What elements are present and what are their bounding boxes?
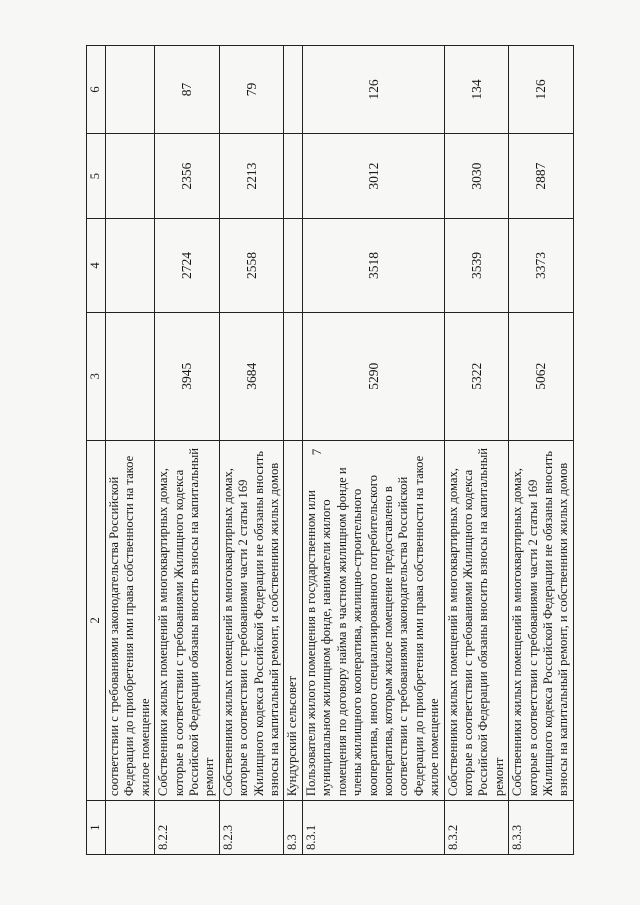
cell-col-6: 134 [444, 46, 509, 134]
table-row [106, 46, 155, 855]
cell-col-4: 3518 [302, 219, 444, 313]
row-description: Собственники жилых помещений в многоквартирных домах, которые в соответствии с требованиями части 2 статьи 169 Жилищного кодекса Российской Федерации не обязаны вносить взносы на капитальный ремонт, и собственники жилых домов [509, 440, 574, 801]
tariff-table [86, 45, 574, 855]
cell-col-6: 87 [155, 46, 220, 134]
table-row [302, 46, 444, 855]
cell-col-6: 126 [509, 46, 574, 134]
page-number: 7 [309, 448, 324, 456]
table-row [509, 46, 574, 855]
cell-col-5 [106, 134, 155, 219]
table-row [284, 46, 302, 855]
header-row [87, 46, 106, 855]
header-col-1: 1 [87, 801, 106, 855]
row-description: Собственники жилых помещений в многоквартирных домах, которые в соответствии с требованиями Жилищного кодекса Российской Федерации обязаны вносить взносы на капитальный ремонт [444, 440, 509, 801]
cell-col-4: 2724 [155, 219, 220, 313]
row-code: 8.3 [284, 801, 302, 855]
header-col-5: 5 [87, 134, 106, 219]
row-description: соответствии с требованиями законодательства Российской Федерации до приобретения ими права собственности на такое жилое помещение [106, 440, 155, 801]
row-code: 8.3.3 [509, 801, 574, 855]
cell-col-4 [284, 219, 302, 313]
row-code [106, 801, 155, 855]
cell-col-5 [284, 134, 302, 219]
header-col-3: 3 [87, 312, 106, 440]
cell-col-4: 3373 [509, 219, 574, 313]
row-code: 8.2.2 [155, 801, 220, 855]
cell-col-4 [106, 219, 155, 313]
cell-col-3 [106, 312, 155, 440]
cell-col-4: 2558 [219, 219, 284, 313]
row-description: Собственники жилых помещений в многоквартирных домах, которые в соответствии с требованиями части 2 статьи 169 Жилищного кодекса Российской Федерации не обязаны вносить взносы на капитальный ремонт, и собственники жилых домов [219, 440, 284, 801]
table-row [219, 46, 284, 855]
table-row [444, 46, 509, 855]
row-code: 8.2.3 [219, 801, 284, 855]
cell-col-5: 2356 [155, 134, 220, 219]
row-code: 8.3.1 [302, 801, 444, 855]
row-description: Пользователи жилого помещения в государственном или муниципальном жилищном фонде, наниматели жилого помещения по договору найма в частном жилищном фонде и члены жилищного кооператива, жилищно-строительного кооператива, иного специализированного потребительского кооператива, которым жилое помещение предоставлено в соответствии с требованиями законодательства Российской Федерации до приобретения ими права собственности на такое жилое помещение [302, 440, 444, 801]
cell-col-3: 5062 [509, 312, 574, 440]
cell-col-6 [284, 46, 302, 134]
cell-col-3: 3945 [155, 312, 220, 440]
row-description: Кундурский сельсовет [284, 440, 302, 801]
cell-col-6: 79 [219, 46, 284, 134]
table-row [155, 46, 220, 855]
cell-col-6 [106, 46, 155, 134]
cell-col-6: 126 [302, 46, 444, 134]
cell-col-5: 3012 [302, 134, 444, 219]
cell-col-4: 3539 [444, 219, 509, 313]
cell-col-5: 2213 [219, 134, 284, 219]
rotated-page [86, 45, 571, 855]
row-code: 8.3.2 [444, 801, 509, 855]
header-col-2: 2 [87, 440, 106, 801]
cell-col-3: 3684 [219, 312, 284, 440]
row-description: Собственники жилых помещений в многоквартирных домах, которые в соответствии с требованиями Жилищного кодекса Российской Федерации обязаны вносить взносы на капитальный ремонт [155, 440, 220, 801]
cell-col-5: 2887 [509, 134, 574, 219]
cell-col-3: 5322 [444, 312, 509, 440]
cell-col-3 [284, 312, 302, 440]
cell-col-3: 5290 [302, 312, 444, 440]
header-col-4: 4 [87, 219, 106, 313]
cell-col-5: 3030 [444, 134, 509, 219]
header-col-6: 6 [87, 46, 106, 134]
